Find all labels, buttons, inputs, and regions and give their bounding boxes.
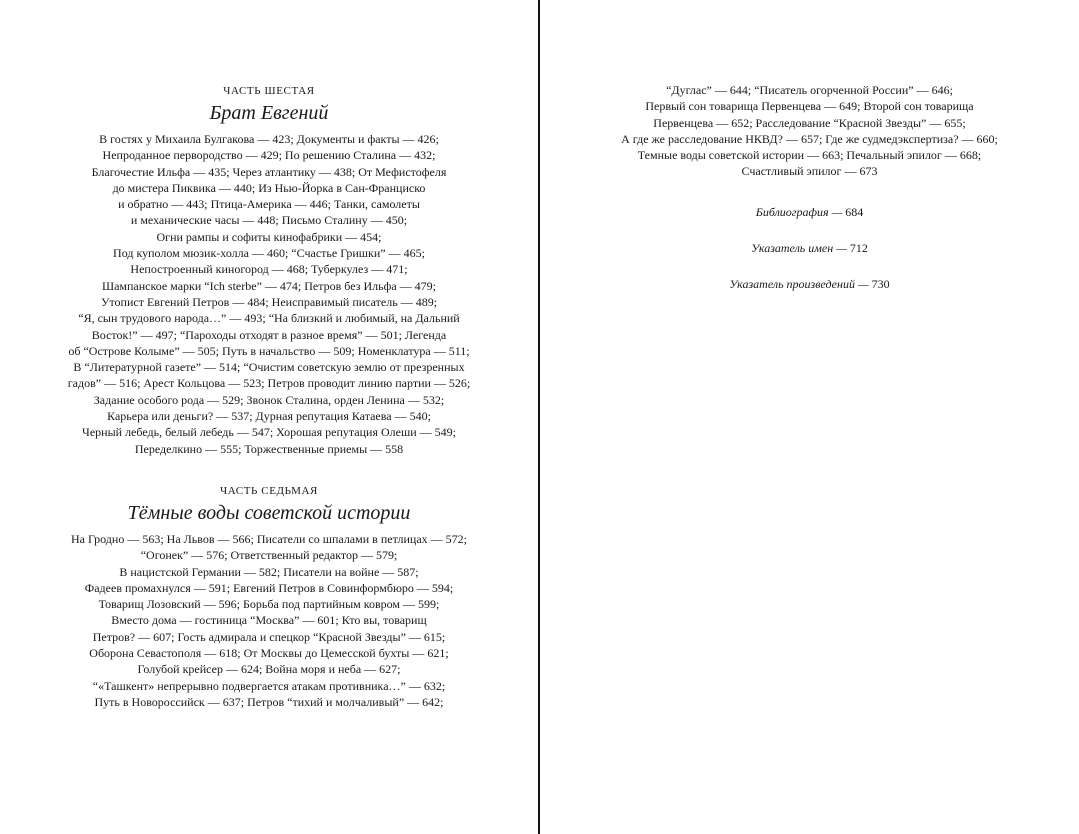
toc-line: На Гродно — 563; На Львов — 566; Писатели со шпалами в петлицах — 572; [70, 532, 468, 546]
toc-line: Непостроенный киногород — 468; Туберкулез — 471; [130, 262, 408, 277]
name-index-entry: Указатель имен — 712 [751, 241, 868, 255]
toc-line: В “Литературной газете” — 514; “Очистим советскую землю от презренных [73, 360, 465, 375]
toc-line: Переделкино — 555; Торжественные приемы — 558 [134, 441, 404, 456]
toc-line: Черный лебедь, белый лебедь — 547; Хорошая репутация Олеши — 549; [82, 425, 456, 440]
name-index-page: 712 [849, 241, 868, 255]
toc-line: “Дуглас” — 644; “Писатель огорченной России” — 646; [666, 83, 953, 97]
toc-line: Путь в Новороссийск — 637; Петров “тихий и молчаливый” — 642; [94, 694, 444, 709]
works-index-page: 730 [871, 277, 890, 291]
toc-line: “«Ташкент» непрерывно подвергается атакам противника…” — 632; [92, 678, 446, 693]
toc-line: Восток!” — 497; “Пароходы отходят в разное время” — 501; Легенда [91, 327, 447, 342]
toc-line: Карьера или деньги? — 537; Дурная репутация Катаева — 540; [107, 409, 431, 424]
continuation-contents [540, 82, 1079, 180]
works-index-entry: Указатель произведений — 730 [729, 277, 890, 291]
toc-line: Вместо дома — гостиница “Москва” — 601; Кто вы, товарищ [111, 613, 427, 628]
part-six-section [0, 84, 538, 457]
toc-line: Задание особого рода — 529; Звонок Сталина, орден Ленина — 532; [93, 392, 445, 407]
bibliography-label: Библиография [755, 205, 829, 219]
toc-line: “Я, сын трудового народа…” — 493; “На близкий и любимый, на Дальний [78, 311, 460, 326]
part-seven-contents [0, 531, 538, 710]
toc-line: Товарищ Лозовский — 596; Борьба под партийным ковром — 599; [98, 597, 440, 612]
right-page [540, 0, 1079, 834]
toc-line: В нацистской Германии — 582; Писатели на войне — 587; [119, 564, 419, 579]
left-page [0, 0, 538, 834]
toc-line: Петров? — 607; Гость адмирала и спецкор “Красной Звезды” — 615; [92, 629, 446, 644]
toc-line: Темные воды советской истории — 663; Печальный эпилог — 668; [637, 148, 982, 163]
toc-line: Голубой крейсер — 624; Война моря и неба — 627; [137, 662, 401, 677]
part-six-contents [0, 131, 538, 457]
toc-line: Счастливый эпилог — 673 [741, 164, 878, 179]
part-six-title: Брат Евгений [209, 102, 329, 124]
toc-line: и механические часы — 448; Письмо Сталину — 450; [130, 213, 408, 228]
toc-line: Оборона Севастополя — 618; От Москвы до Цемесской бухты — 621; [89, 646, 449, 661]
name-index-label: Указатель имен [751, 241, 834, 255]
part-six-label: ЧАСТЬ ШЕСТАЯ [223, 85, 315, 97]
part-seven-continuation [540, 82, 1079, 180]
toc-line: Шампанское марки “Ich sterbe” — 474; Петров без Ильфа — 479; [101, 278, 437, 293]
toc-line: Огни рампы и софиты кинофабрики — 454; [156, 229, 382, 244]
toc-line: “Огонек” — 576; Ответственный редактор — 579; [140, 548, 398, 563]
toc-line: Утопист Евгений Петров — 484; Неисправимый писатель — 489; [100, 294, 438, 309]
toc-line: Первенцева — 652; Расследование “Красной Звезды” — 655; [653, 115, 966, 130]
toc-line: до мистера Пиквика — 440; Из Нью-Йорка в Сан-Франциско [112, 180, 426, 195]
toc-line: А где же расследование НКВД? — 657; Где же судмедэкспертиза? — 660; [621, 131, 998, 146]
toc-line: Благочестие Ильфа — 435; Через атлантику — 438; От Мефистофеля [91, 164, 447, 179]
toc-line: Непроданное первородство — 429; По решению Сталина — 432; [102, 148, 436, 163]
toc-line: и обратно — 443; Птица-Америка — 446; Танки, самолеты [118, 197, 420, 212]
toc-line: Первый сон товарища Первенцева — 649; Второй сон товарища [645, 99, 974, 114]
part-seven-label: ЧАСТЬ СЕДЬМАЯ [220, 485, 318, 497]
toc-line: В гостях у Михаила Булгакова — 423; Документы и факты — 426; [99, 132, 439, 146]
toc-line: Под куполом мюзик-холла — 460; “Счастье Гришки” — 465; [113, 246, 425, 261]
part-seven-title: Тёмные воды советской истории [127, 502, 411, 524]
bibliography-page: 684 [845, 205, 864, 219]
toc-line: Фадеев промахнулся — 591; Евгений Петров в Совинформбюро — 594; [84, 580, 454, 595]
part-seven-section [0, 484, 538, 710]
toc-line: об “Острове Колыме” — 505; Путь в начальство — 509; Номенклатура — 511; [68, 343, 470, 358]
toc-line: гадов” — 516; Арест Кольцова — 523; Петров проводит линию партии — 526; [67, 376, 471, 391]
works-index-label: Указатель произведений [729, 277, 855, 291]
bibliography-entry: Библиография — 684 [755, 205, 864, 219]
